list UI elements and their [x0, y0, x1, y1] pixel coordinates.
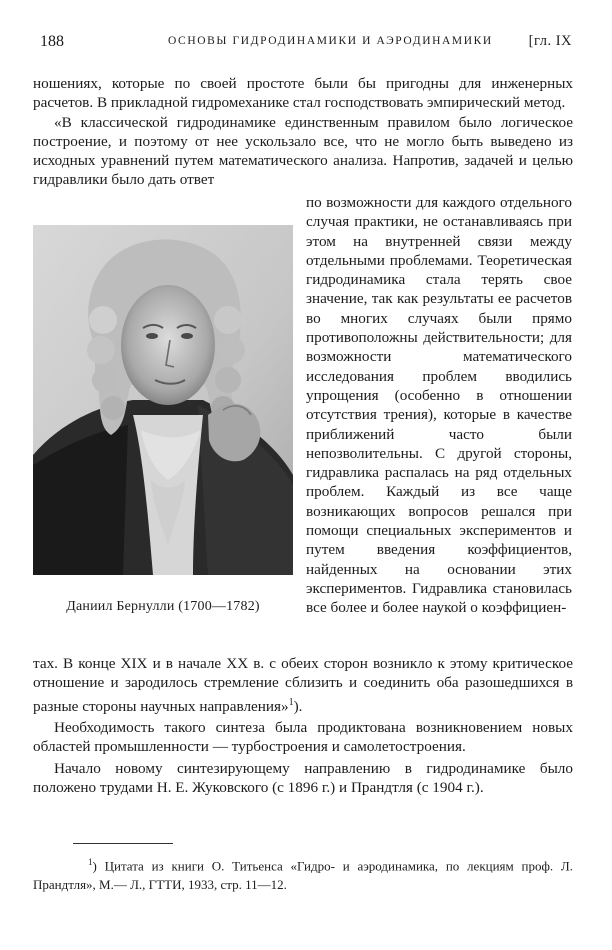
- footnote-ref: 1: [288, 696, 294, 708]
- text-block-bottom: [33, 654, 573, 797]
- paragraph-quote-end: [33, 654, 573, 716]
- footnote-text: ) Цитата из книги О. Титьенса «Гидро- и аэродинамика, по лекциям проф. Л. Прандтля», М.— Л., ГТТИ, 1933, стр. 11—12.: [33, 858, 573, 893]
- footnote: [33, 853, 573, 894]
- footnote-divider: [73, 843, 173, 844]
- paragraph-beginning: Начало новому синтезирующему направлению в гидродинамике было положено трудами Н. Е. Жуковского (с 1896 г.) и Прандтля (с 1904 г.).: [33, 759, 573, 796]
- page-number: 188: [40, 33, 64, 50]
- paragraph-quote-wrap: по возможности для каждого отдельного случая практики, не останавливаясь при этом на внутренней связи между отдельными проблемами. Теоретическая гидродинамика стала терять свое значение, так как результаты ее расчетов во многих случаях были прямо противоположны действительности; для возможности математического исследования проблем вводились упрощения (особенно в отношении отсутствия трения), которые в качестве приближений часто были непозволительны. С другой стороны, гидравлика распалась на ряд отдельных проблем. Каждый из все чаще возникающих вопросов решался при помощи специальных экспериментов и путем введения коэффициентов, найденных на основании этих экспериментов. Гидравлика становилась все более и более наукой о коэффициен-: [306, 194, 572, 617]
- portrait-image: [33, 225, 293, 575]
- paragraph-quote-start: «В классической гидродинамике единственным правилом было логическое построение, и поэтому от нее ускользало все, что не могло быть выведено из исходных уравнений путем математического анализа. Напротив, задачей и целью гидравлики было дать ответ: [33, 113, 573, 189]
- footnote-mark: 1: [88, 857, 93, 867]
- chapter-marker: [гл. IX: [528, 33, 572, 49]
- paragraph-synthesis: Необходимость такого синтеза была продиктована возникновением новых областей промышленности — турбостроения и самолетостроения.: [33, 718, 573, 756]
- text-block-top: [33, 74, 573, 190]
- paragraph-continued: ношениях, которые по своей простоте были бы пригодны для инженерных расчетов. В прикладной гидромеханике стал господствовать эмпирический метод.: [33, 75, 573, 112]
- portrait-engraving: [33, 225, 293, 575]
- running-title: ОСНОВЫ ГИДРОДИНАМИКИ И АЭРОДИНАМИКИ: [168, 35, 493, 47]
- quote-end-text: тах. В конце XIX и в начале XX в. с обеих сторон возникло к этому критическое отношение и зародилось стремление сблизить и соединить оба разошедшихся в разные стороны научных направления»: [33, 655, 573, 715]
- quote-close: ).: [293, 697, 303, 715]
- portrait-caption: Даниил Бернулли (1700—1782): [66, 599, 260, 614]
- text-wrap-column: [306, 193, 572, 618]
- page-header: [40, 33, 572, 57]
